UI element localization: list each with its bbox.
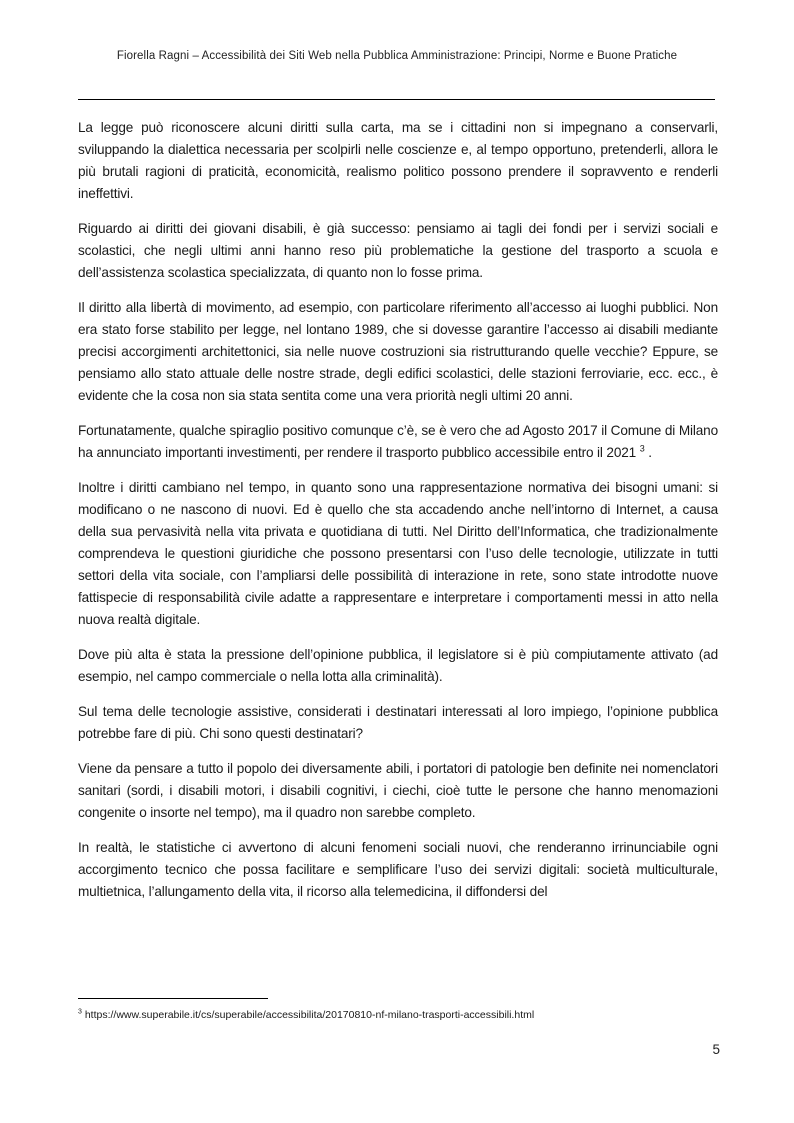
header-rule — [78, 99, 715, 100]
paragraph: Dove più alta è stata la pressione dell’opinione pubblica, il legislatore si è più compiutamente attivato (ad esempio, nel campo commerciale o nella lotta alla criminalità). — [78, 647, 718, 684]
footnote-reference[interactable]: 3 — [639, 443, 645, 454]
footnote-number: 3 — [78, 1008, 82, 1016]
paragraph: In realtà, le statistiche ci avvertono di alcuni fenomeni sociali nuovi, che renderanno irrinunciabile ogni accorgimento tecnico che possa facilitare e semplificare l’uso dei servizi digitali: società multiculturale, multietnica, l’allungamento della vita, il ricorso alla telemedicina, il diffondersi del — [78, 840, 718, 899]
paragraph: Riguardo ai diritti dei giovani disabili, è già successo: pensiamo ai tagli dei fondi per i servizi sociali e scolastici, che negli ultimi anni hanno reso più problematiche la gestione del trasporto a scuola e dell’assistenza scolastica specializzata, di quanto non lo fosse prima. — [78, 221, 718, 280]
paragraph: Inoltre i diritti cambiano nel tempo, in quanto sono una rappresentazione normativa dei bisogni umani: si modificano o ne nascono di nuovi. Ed è quello che sta accadendo anche nell’intorno di Internet, a causa della sua pervasività nella vita privata e quotidiana di tutti. Nel Diritto dell’Informatica, che tradizionalmente comprendeva le questioni giuridiche che possono presentarsi con l’uso delle tecnologie, utilizzate in tutti settori della vita sociale, con l’ampliarsi delle possibilità di interazione in rete, sono state introdotte nuove fattispecie di responsabilità civile adatte a rappresentare e interpretare i comportamenti messi in atto nella nuova realtà digitale. — [78, 480, 718, 627]
paragraph-end: . — [644, 445, 652, 460]
paragraph: Viene da pensare a tutto il popolo dei diversamente abili, i portatori di patologie ben definite nei nomenclatori sanitari (sordi, i disabili motori, i disabili cognitivi, i ciechi, cioè tutte le persone che hanno menomazioni congenite o insorte nel tempo), ma il quadro non sarebbe completo. — [78, 761, 718, 820]
paragraph: Sul tema delle tecnologie assistive, considerati i destinatari interessati al loro impiego, l’opinione pubblica potrebbe fare di più. Chi sono questi destinatari? — [78, 704, 718, 741]
paragraph: La legge può riconoscere alcuni diritti sulla carta, ma se i cittadini non si impegnano a conservarli, sviluppando la dialettica necessaria per scolpirli nelle coscienze e, al tempo opportuno, pretenderli, allora le più brutali ragioni di praticità, economicità, realismo politico possono prendere il sopravvento e renderli ineffettivi. — [78, 120, 718, 201]
footnote — [78, 1009, 718, 1021]
running-header: Fiorella Ragni – Accessibilità dei Siti Web nella Pubblica Amministrazione: Principi, Norme e Buone Pratiche — [116, 50, 678, 62]
body-text — [78, 117, 718, 916]
paragraph-text: Fortunatamente, qualche spiraglio positivo comunque c’è, se è vero che ad Agosto 2017 il Comune di Milano ha annunciato importanti investimenti, per rendere il trasporto pubblico accessibile entro il 2021 — [78, 423, 718, 460]
paragraph-with-footnote — [78, 420, 718, 464]
footnote-link[interactable]: https://www.superabile.it/cs/superabile/accessibilita/20170810-nf-milano-trasporti-accessibili.html — [81, 1009, 535, 1021]
footnote-rule — [78, 998, 268, 999]
page-number: 5 — [712, 1042, 720, 1057]
paragraph: Il diritto alla libertà di movimento, ad esempio, con particolare riferimento all’accesso ai luoghi pubblici. Non era stato forse stabilito per legge, nel lontano 1989, che si dovesse garantire l’accesso ai disabili mediante precisi accorgimenti architettonici, sia nelle nuove costruzioni sia ristrutturando quelle vecchie? Eppure, se pensiamo allo stato attuale delle nostre strade, degli edifici scolastici, delle stazioni ferroviarie, ecc. ecc., è evidente che la cosa non sia stata sentita come una vera priorità negli ultimi 20 anni. — [78, 300, 718, 403]
